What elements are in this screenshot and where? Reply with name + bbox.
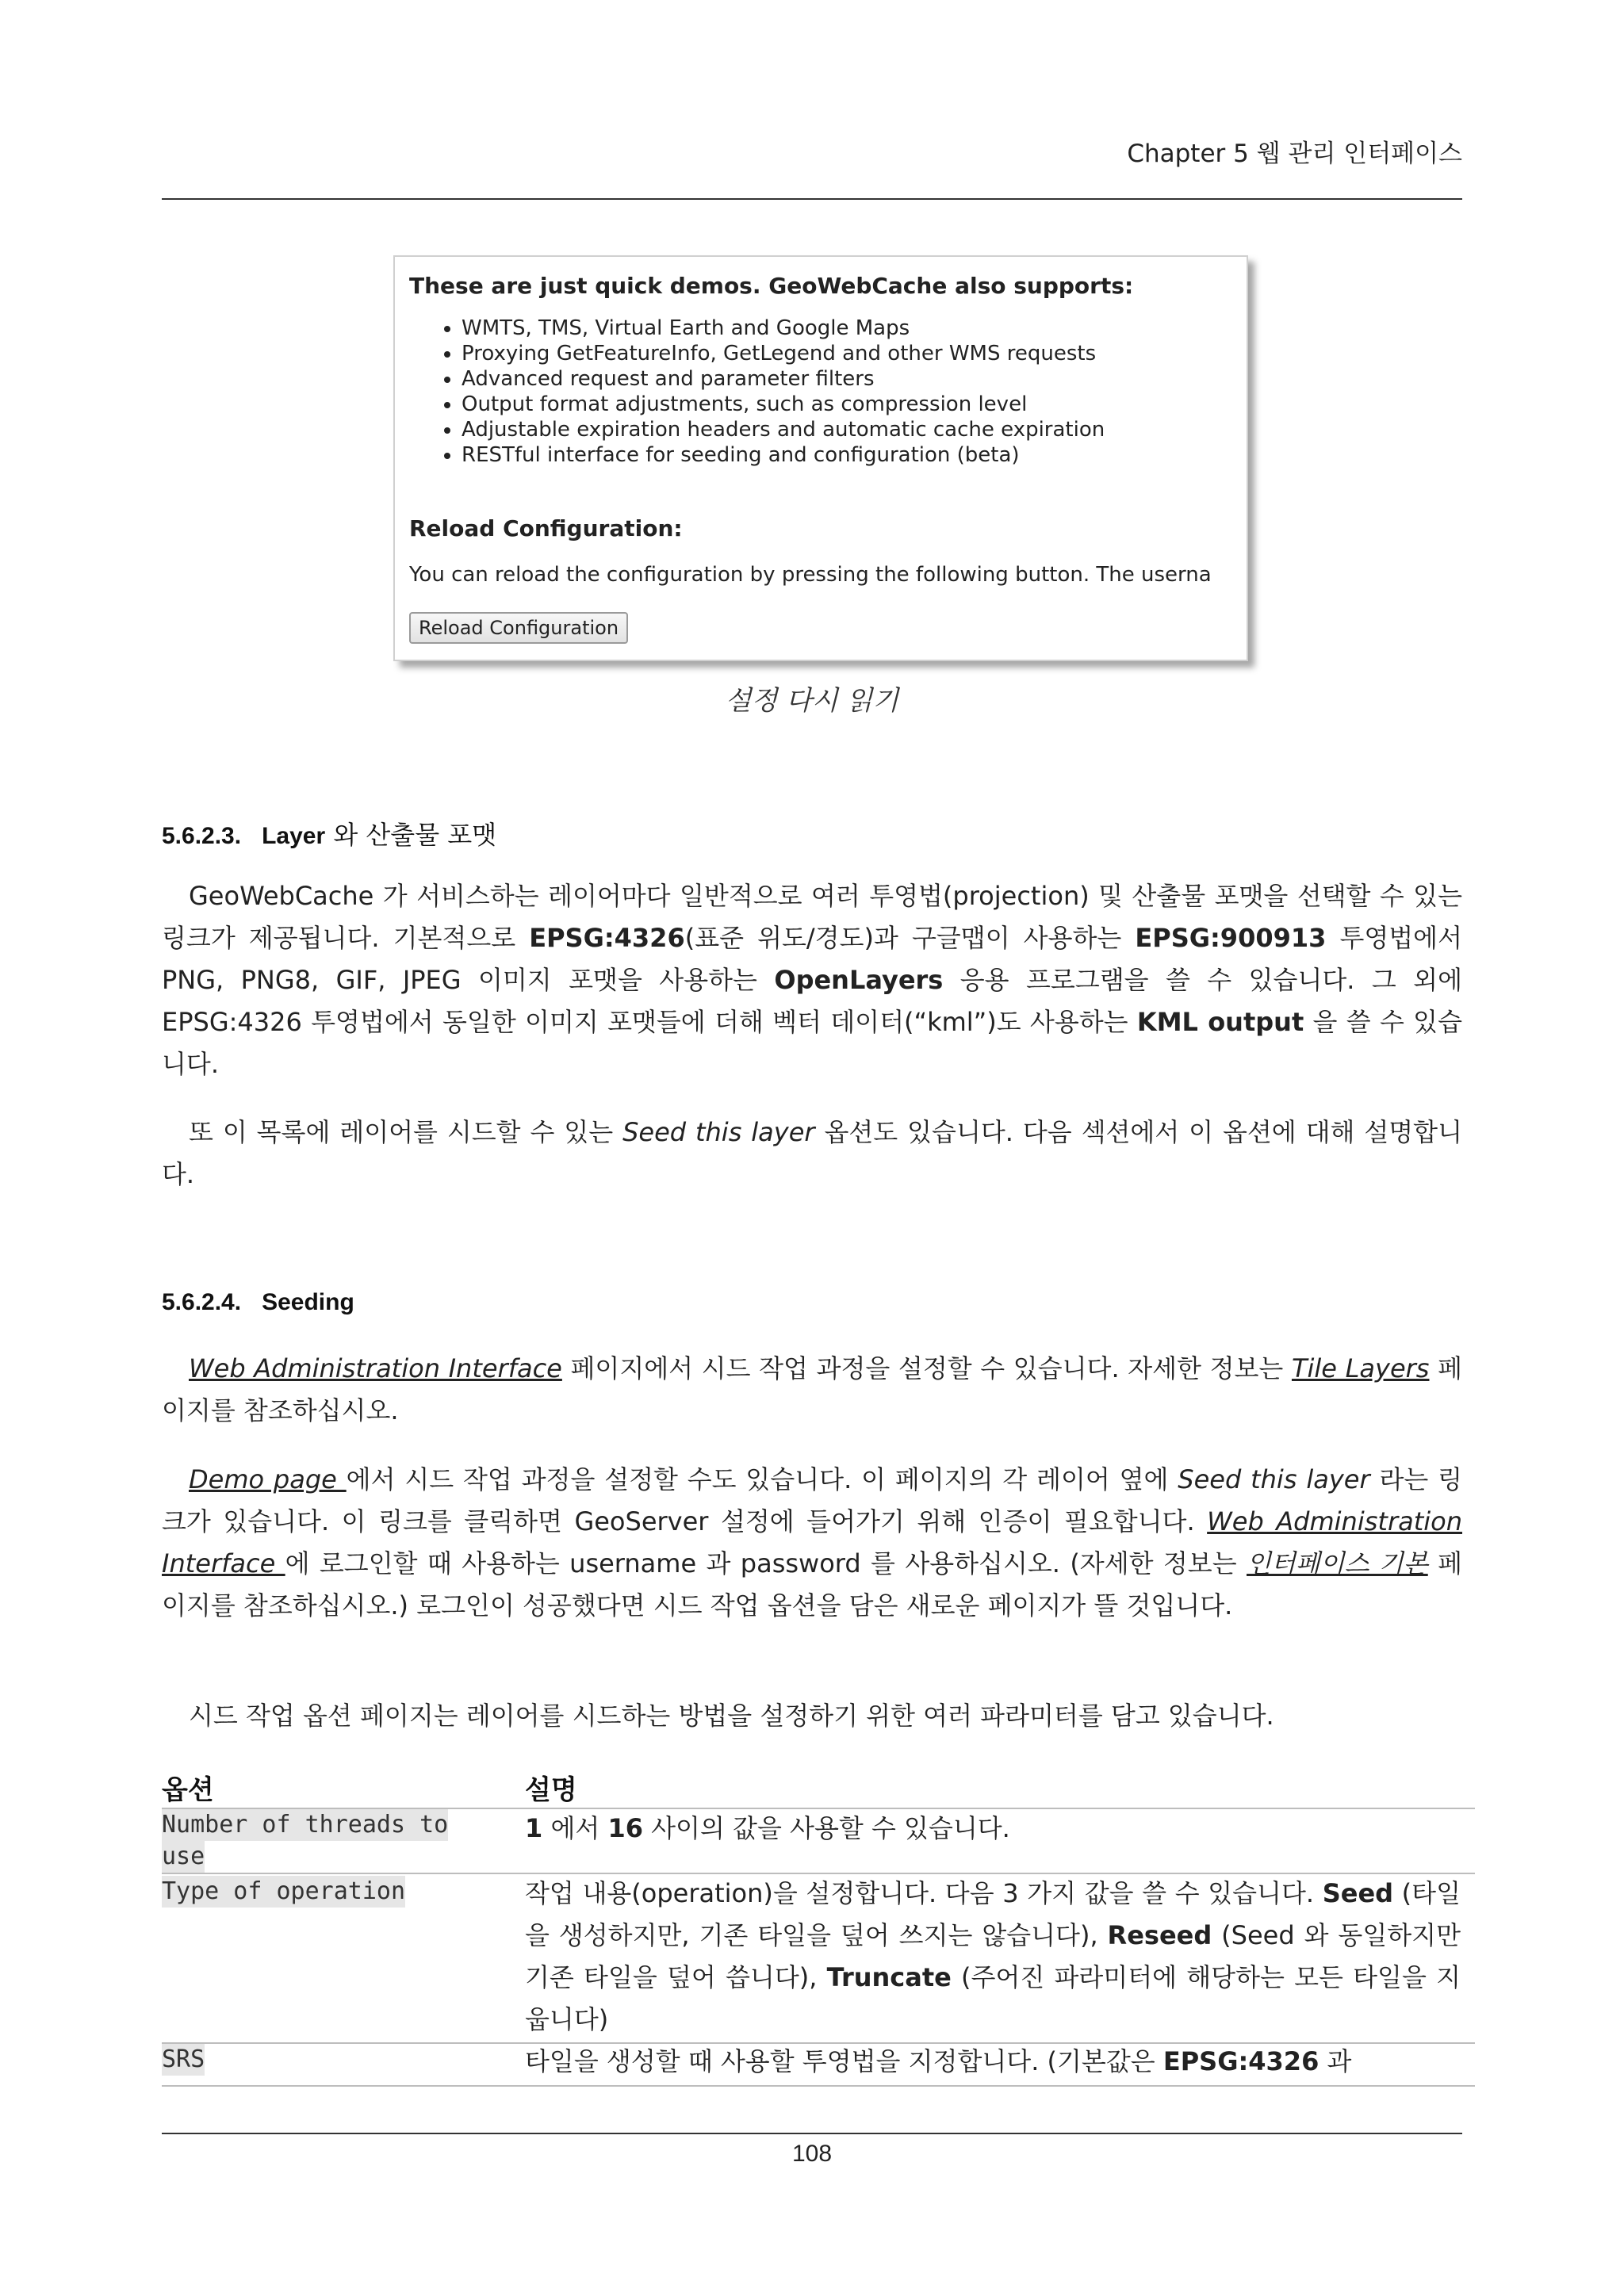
feature-item: • Proxying GetFeatureInfo, GetLegend and other WMS requests <box>462 341 1105 366</box>
header-rule <box>162 198 1462 200</box>
section-title-part: 와 산출물 포맷 <box>325 820 497 850</box>
feature-item: • Advanced request and parameter filters <box>462 366 1105 392</box>
table-row <box>162 2044 205 2076</box>
option-description: 작업 내용(operation)을 설정합니다. 다음 3 가지 값을 쓸 수 있습니다. Seed (타일을 생성하지만, 기존 타일을 덮어 쓰지는 않습니다), Reseed (Seed 와 동일하지만 기존 타일을 덮어 씁니다), Truncate (주어진 파라미터에 해당하는 모든 타일을 지웁니다) <box>525 1878 1461 2034</box>
demo-page-link[interactable]: Demo page <box>189 1464 347 1494</box>
section-title-layer-formats <box>162 815 496 851</box>
section-title-seeding <box>162 1289 354 1316</box>
option-name: Type of operation <box>162 1876 405 1908</box>
reload-text: You can reload the configuration by pressing the following button. The userna <box>409 563 1212 587</box>
section-title-part: Layer <box>262 823 326 849</box>
feature-item: • Adjustable expiration headers and automatic cache expiration <box>462 417 1105 442</box>
feature-item: • WMTS, TMS, Virtual Earth and Google Maps <box>462 316 1105 341</box>
seeding-paragraph-3: 시드 작업 옵션 페이지는 레이어를 시드하는 방법을 설정하기 위한 여러 파라미터를 담고 있습니다. <box>189 1701 1274 1731</box>
tile-layers-link[interactable]: Tile Layers <box>1291 1353 1430 1383</box>
feature-list <box>439 316 1105 468</box>
table-rule <box>162 2085 1475 2087</box>
option-name: use <box>162 1841 205 1873</box>
reload-configuration-button[interactable]: Reload Configuration <box>409 612 628 644</box>
table-header-option: 옵션 <box>162 1774 214 1806</box>
interface-basics-link[interactable]: 인터페이스 기본 <box>1246 1548 1428 1578</box>
seed-option-paragraph: 또 이 목록에 레이어를 시드할 수 있는 Seed this layer 옵션도 있습니다. 다음 섹션에서 이 옵션에 대해 설명합니다. <box>162 1117 1462 1189</box>
chapter-header: Chapter 5 웹 관리 인터페이스 <box>1127 140 1462 168</box>
web-admin-interface-link[interactable]: Web Administration Interface <box>162 1506 1463 1578</box>
option-name: Number of threads to <box>162 1809 448 1841</box>
demo-heading: These are just quick demos. GeoWebCache also supports: <box>409 273 1134 299</box>
page-number: 108 <box>791 2141 833 2167</box>
seeding-paragraph-2: Demo page 에서 시드 작업 과정을 설정할 수도 있습니다. 이 페이지의 각 레이어 옆에 Seed this layer 라는 링크가 있습니다. 이 링크를 클릭하면 GeoServer 설정에 들어가기 위해 인증이 필요합니다. Web Administration Interface 에 로그인할 때 사용하는 username 과 password 를 사용하십시오. (자세한 정보는 인터페이스 기본 페이지를 참조하십시오.) 로그인이 성공했다면 시드 작업 옵션을 담은 새로운 페이지가 뜰 것입니다. <box>162 1464 1463 1621</box>
reload-heading: Reload Configuration: <box>409 515 683 541</box>
option-description: 1 에서 16 사이의 값을 사용할 수 있습니다. <box>525 1813 1010 1843</box>
table-row <box>162 1809 498 1873</box>
web-admin-interface-link[interactable]: Web Administration Interface <box>189 1353 562 1383</box>
section-number: 5.6.2.4. <box>162 1289 242 1315</box>
layer-formats-paragraph: GeoWebCache 가 서비스하는 레이어마다 일반적으로 여러 투영법(projection) 및 산출물 포맷을 선택할 수 있는 링크가 제공됩니다. 기본적으로 EPSG:4326(표준 위도/경도)과 구글맵이 사용하는 EPSG:900913 투영법에서 PNG, PNG8, GIF, JPEG 이미지 포맷을 사용하는 OpenLayers 응용 프로그램을 쓸 수 있습니다. 그 외에 EPSG:4326 투영법에서 동일한 이미지 포맷들에 더해 벡터 데이터(“kml”)도 사용하는 KML output 을 쓸 수 있습니다. <box>162 881 1463 1079</box>
seeding-paragraph-1: Web Administration Interface 페이지에서 시드 작업 과정을 설정할 수 있습니다. 자세한 정보는 Tile Layers 페이지를 참조하십시오. <box>162 1353 1463 1425</box>
footer-rule <box>162 2133 1462 2134</box>
table-row <box>162 1876 405 1908</box>
option-description: 타일을 생성할 때 사용할 투영법을 지정합니다. (기본값은 EPSG:4326 과 <box>525 2046 1352 2076</box>
feature-item: • Output format adjustments, such as compression level <box>462 392 1105 417</box>
screenshot-figure <box>393 255 1248 661</box>
feature-item: • RESTful interface for seeding and configuration (beta) <box>462 442 1105 468</box>
option-name: SRS <box>162 2044 205 2076</box>
figure-caption: 설정 다시 읽기 <box>725 685 899 717</box>
table-header-description: 설명 <box>525 1774 577 1806</box>
section-number: 5.6.2.3. <box>162 823 242 849</box>
section-title-part: Seeding <box>262 1289 354 1315</box>
